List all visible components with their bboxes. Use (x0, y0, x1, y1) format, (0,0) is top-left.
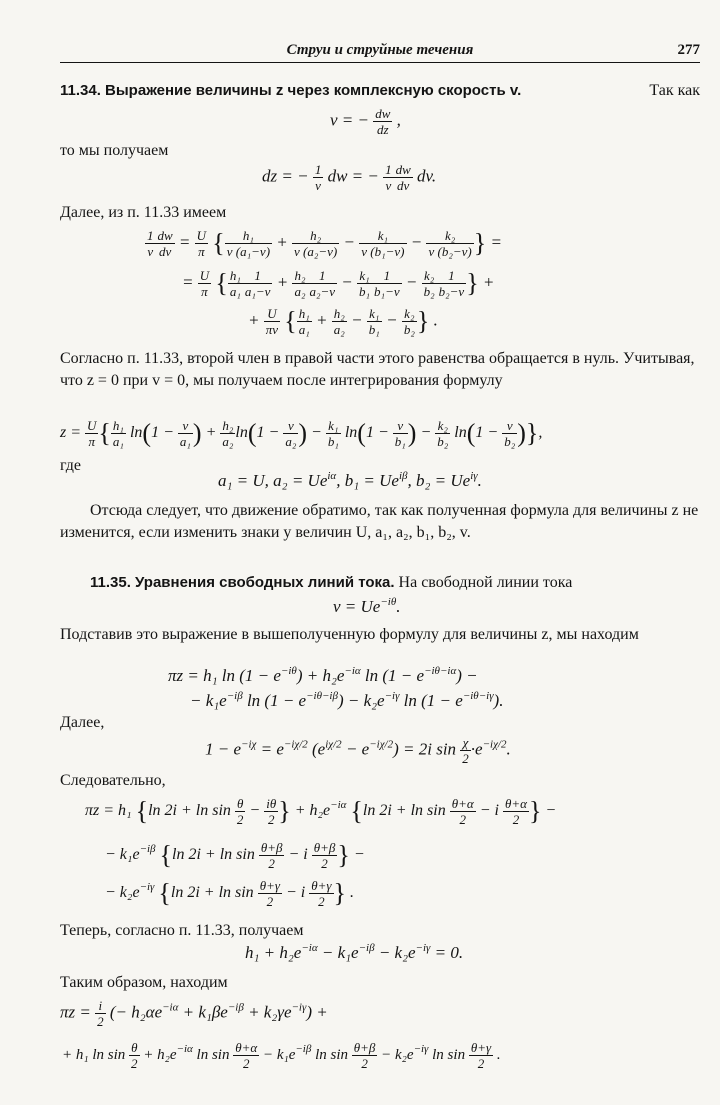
equation-sum-zero: $h_1 + h_2e^{-i\alpha} - k_1e^{-i\beta} - k_2e^{-i\gamma} = 0$. (245, 942, 464, 962)
paragraph-hence: Отсюда следует, что движение обратимо, так как полученная формула для величины z не изменится, если изменить знаки у величин U, a₁, a₂, b₁, b₂, v. (60, 502, 699, 541)
equation-final-b: + h₁ ln sin $\frac{\theta}{2}$ + $h_2e^{-i\alpha}$ ln sin $\frac{\theta+\alpha}{2}$ − $k_1e^{-i\beta}$ ln sin $\frac{\theta+\beta}{2}$ − $k_2e^{-i\gamma}$ ln sin $\frac{\theta+\gamma}{2}$ . (62, 1040, 501, 1071)
paragraph-further: Далее, из п. 11.33 имеем (60, 204, 227, 221)
paragraph-where: где (60, 457, 82, 474)
equation-dwdv-c: + $\frac{U}{\pi v}$ { $\frac{\text{h₁}}{\text{a₁}}$ + $\frac{\text{h₂}}{\text{a₂}}$ − $\frac{\text{k₁}}{\text{b₁}}$ − $\frac{\text{k₂}}{\text{b₂}}$ } . (248, 306, 438, 337)
section-11-35-heading-line (60, 572, 700, 594)
equation-z: z = $\frac{U}{\pi}$ { $\frac{\text{h₁}}{\text{a₁}}$ ln(1 − $\frac{v}{\text{a₁}}$ ) + $\frac{\text{h₂}}{\text{a₂}}$ ln(1 − $\frac{v}{\text{a₂}}$ ) − $\frac{\text{k₁}}{\text{b₁}}$ ln(1 − $\frac{v}{\text{b₁}}$ ) − $\frac{\text{k₂}}{\text{b₂}}$ ln(1 − $\frac{v}{\text{b₂}}$ )}, (60, 418, 543, 449)
equation-constants: a₁ = U, $a_2 = Ue^{i\alpha}$, $b_1 = Ue^{i\beta}$, $b_2 = Ue^{i\gamma}$. (218, 470, 482, 490)
header-title: Струи и струйные течения (286, 42, 474, 58)
equation-dz: dz = − $\frac{1}{v}$ dw = − $\frac{1}{v}$ $\frac{dw}{dv}$ dv. (262, 162, 437, 193)
equation-expanded-b: − $k_1e^{-i\beta}$ {ln 2i + ln sin $\frac{\theta+\beta}{2}$ − i $\frac{\theta+\beta}{2}$ } − (105, 840, 365, 871)
equation-v-free: $v = Ue^{-i\theta}$. (333, 596, 401, 616)
paragraph-accord: Согласно п. 11.33, второй член в правой части этого равенства обращается в нуль. Учитывая, что z = 0 при v = 0, мы получаем после интегрирования формулу (60, 350, 695, 389)
section-11-34-heading-line (60, 80, 700, 102)
paragraph-further-2: Далее, (60, 714, 105, 731)
paragraph-subst: Подставив это выражение в вышеполученную формулу для величины z, мы находим (60, 626, 639, 643)
equation-identity: $1 - e^{-i\chi} = e^{-i\chi/2}$ $(e^{i\chi/2} - e^{-i\chi/2}) = 2i$ sin $\frac{\chi}{2}$ $\cdot e^{-i\chi/2}$. (205, 735, 511, 766)
equation-dwdv-a: $\frac{1}{v}$ $\frac{dw}{dv}$ = $\frac{U}{\pi}$ { $\frac{\text{h₁}}{\text{v (a₁−v)}}$ + $\frac{\text{h₂}}{\text{v (a₂−v)}}$ − $\frac{\text{k₁}}{\text{v (b₁−v)}}$ − $\frac{\text{k₂}}{\text{v (b₂−v)}}$ } = (147, 228, 502, 259)
running-header (60, 40, 700, 63)
equation-dwdv-b: = $\frac{U}{\pi}$ { $\frac{\text{h₁}}{\text{a₁}}$ $\frac{1}{\text{a₁−v}}$ + $\frac{\text{h₂}}{\text{a₂}}$ $\frac{1}{\text{a₂−v}}$ − $\frac{\text{k₁}}{\text{b₁}}$ $\frac{1}{\text{b₁−v}}$ − $\frac{\text{k₂}}{\text{b₂}}$ $\frac{1}{\text{b₂−v}}$ } + (182, 268, 495, 299)
equation-expanded-c: − $k_2e^{-i\gamma}$ {ln 2i + ln sin $\frac{\theta+\gamma}{2}$ − i $\frac{\theta+\gamma}{2}$ } . (105, 878, 354, 909)
section-heading: 11.35. Уравнения свободных линий тока. (90, 574, 395, 591)
heading-tail: Так как (649, 82, 700, 99)
equation-piz-b: − $k_1e^{-i\beta}$ $\ln (1 - e^{-i\theta-i\beta}) - k_2e^{-i\gamma}$ $\ln (1 - e^{-i\theta-i\gamma})$. (190, 690, 504, 710)
paragraph-therefore: Следовательно, (60, 772, 166, 789)
page-number: 277 (677, 42, 700, 58)
paragraph-now: Теперь, согласно п. 11.33, получаем (60, 922, 304, 939)
heading-tail: На свободной линии тока (398, 574, 573, 591)
paragraph-thus: Таким образом, находим (60, 974, 228, 991)
equation-final-a: πz = $\frac{i}{2}$ (− $h_2\alpha e^{-i\alpha} + k_1\beta e^{-i\beta} + k_2\gamma e^{-i\gamma}$) + (60, 998, 328, 1029)
equation-v-def: v = − $\frac{dw}{dz}$ , (330, 106, 401, 137)
equation-piz-a: πz = h₁ $\ln (1 - e^{-i\theta}) + h_2e^{-i\alpha}$ $\ln (1 - e^{-i\theta-i\alpha})$ − (168, 665, 478, 685)
section-heading: 11.34. Выражение величины z через комплексную скорость v. (60, 82, 522, 99)
paragraph-then: то мы получаем (60, 142, 169, 159)
equation-expanded-a: πz = h₁ {ln 2i + ln sin $\frac{\theta}{2}$ − $\frac{i\theta}{2}$ } + $h_2e^{-i\alpha}$ {ln 2i + ln sin $\frac{\theta+\alpha}{2}$ − i $\frac{\theta+\alpha}{2}$ } − (85, 796, 557, 827)
